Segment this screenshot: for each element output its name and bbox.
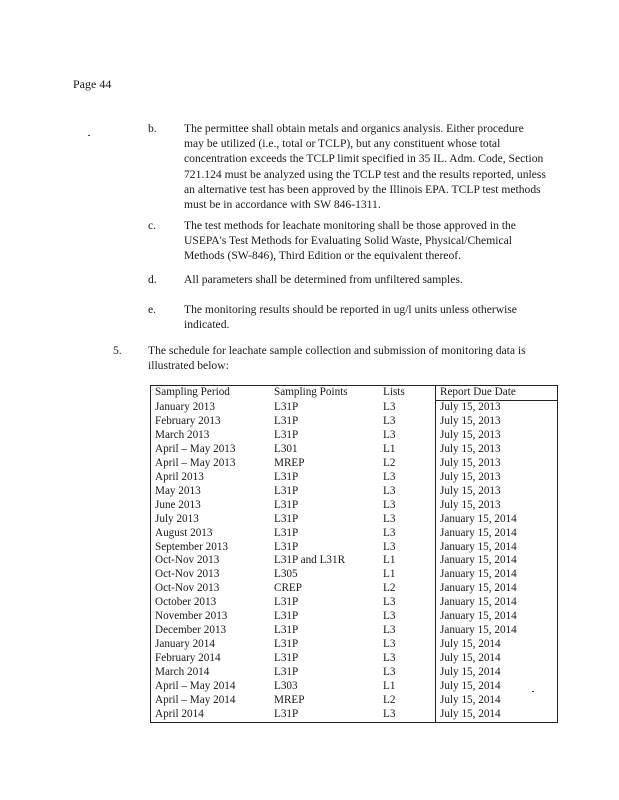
cell-report-due-date: July 15, 2013 (436, 485, 558, 499)
table-row (151, 624, 558, 638)
cell-sampling-period: October 2013 (151, 596, 275, 610)
cell-sampling-period: Oct-Nov 2013 (151, 568, 275, 582)
cell-report-due-date: July 15, 2014 (436, 680, 558, 694)
cell-list: L3 (383, 638, 396, 651)
cell-sampling-period: April – May 2014 (151, 680, 275, 694)
cell-list: L3 (383, 596, 396, 609)
cell-report-due-date: July 15, 2013 (436, 443, 558, 457)
cell-list: L1 (383, 680, 396, 693)
cell-sampling-points: L31P (274, 624, 299, 637)
table-row (151, 652, 558, 666)
cell-sampling-points: L31P (274, 414, 299, 427)
cell-list: L3 (383, 498, 396, 511)
cell-sampling-points: L303 (274, 680, 298, 693)
cell-sampling-period: January 2013 (151, 401, 275, 415)
cell-sampling-points: L31P (274, 540, 299, 553)
table-row (151, 499, 558, 513)
schedule-table (150, 385, 558, 723)
cell-list: L2 (383, 694, 396, 707)
cell-report-due-date: January 15, 2014 (436, 513, 558, 527)
cell-list: L3 (383, 540, 396, 553)
table-row (151, 666, 558, 680)
item-5-text: The schedule for leachate sample collection and submission of monitoring data is illustrated below: (148, 344, 526, 373)
item-c-letter: c. (148, 219, 157, 232)
cell-sampling-period: February 2014 (151, 652, 275, 666)
cell-list: L1 (383, 554, 396, 567)
cell-list: L3 (383, 470, 396, 483)
header-lists: Lists (383, 386, 436, 401)
cell-sampling-points: L31P (274, 708, 383, 722)
table-row (151, 457, 558, 471)
item-5-number: 5. (113, 344, 122, 357)
cell-sampling-points: L31P (274, 428, 299, 441)
cell-report-due-date: July 15, 2013 (436, 415, 558, 429)
cell-sampling-period: August 2013 (151, 527, 275, 541)
cell-sampling-points: L301 (274, 442, 298, 455)
cell-sampling-period: January 2014 (151, 638, 275, 652)
cell-sampling-points: L31P (274, 498, 299, 511)
cell-report-due-date: July 15, 2014 (436, 708, 558, 722)
cell-sampling-period: April – May 2013 (151, 443, 275, 457)
cell-report-due-date: January 15, 2014 (436, 596, 558, 610)
cell-report-due-date: January 15, 2014 (436, 527, 558, 541)
cell-report-due-date: July 15, 2014 (436, 652, 558, 666)
cell-sampling-points: L31P and L31R (274, 554, 346, 567)
cell-sampling-period: April 2014 (151, 708, 275, 722)
cell-report-due-date: July 15, 2014 (436, 666, 558, 680)
cell-list: L3 (383, 666, 396, 679)
cell-sampling-period: April 2013 (151, 471, 275, 485)
cell-report-due-date: July 15, 2013 (436, 457, 558, 471)
cell-report-due-date: July 15, 2013 (436, 471, 558, 485)
cell-sampling-period: June 2013 (151, 499, 275, 513)
item-e-text: The monitoring results should be reported in ug/l units unless otherwise indicated. (184, 303, 517, 332)
table-row (151, 527, 558, 541)
cell-list: L3 (383, 484, 396, 497)
cell-report-due-date: July 15, 2013 (436, 499, 558, 513)
cell-report-due-date: January 15, 2014 (436, 582, 558, 596)
table-row (151, 568, 558, 582)
table-row (151, 554, 558, 568)
cell-sampling-points: L31P (274, 666, 299, 679)
header-sampling-points: Sampling Points (274, 386, 383, 401)
table-row (151, 401, 558, 415)
cell-report-due-date: July 15, 2013 (436, 401, 558, 415)
cell-report-due-date: January 15, 2014 (436, 554, 558, 568)
item-c-text: The test methods for leachate monitoring shall be those approved in the USEPA's Test Methods for Evaluating Solid Waste, Physical/Chemical Methods (SW-846), Third Edition or the equivalent thereof. (184, 219, 516, 263)
table-row (151, 443, 558, 457)
cell-sampling-points: L31P (274, 470, 299, 483)
cell-list: L2 (383, 456, 396, 469)
item-d-text: All parameters shall be determined from unfiltered samples. (184, 273, 463, 286)
cell-sampling-points: L31P (274, 596, 299, 609)
cell-list: L3 (383, 708, 436, 722)
cell-list: L3 (383, 414, 396, 427)
cell-report-due-date: January 15, 2014 (436, 568, 558, 582)
table-row (151, 610, 558, 624)
table-row (151, 485, 558, 499)
cell-list: L3 (383, 526, 396, 539)
cell-sampling-points: L31P (274, 400, 299, 413)
cell-sampling-period: May 2013 (151, 485, 275, 499)
table-row (151, 582, 558, 596)
cell-report-due-date: January 15, 2014 (436, 610, 558, 624)
cell-sampling-points: CREP (274, 582, 302, 595)
cell-list: L1 (383, 442, 396, 455)
table-row (151, 429, 558, 443)
cell-sampling-points: MREP (274, 456, 305, 469)
cell-sampling-period: March 2013 (151, 429, 275, 443)
cell-report-due-date: July 15, 2013 (436, 429, 558, 443)
table-row (151, 680, 558, 694)
table-row (151, 415, 558, 429)
header-report-due-date: Report Due Date (436, 386, 558, 401)
cell-sampling-period: July 2013 (151, 513, 275, 527)
cell-list: L3 (383, 610, 396, 623)
cell-sampling-period: February 2013 (151, 415, 275, 429)
page-number: Page 44 (73, 77, 112, 91)
cell-sampling-points: L305 (274, 568, 298, 581)
cell-sampling-points: L31P (274, 512, 299, 525)
table-row (151, 513, 558, 527)
cell-sampling-period: November 2013 (151, 610, 275, 624)
cell-report-due-date: July 15, 2014 (436, 638, 558, 652)
item-e-letter: e. (148, 303, 157, 316)
table-row (151, 596, 558, 610)
cell-list: L2 (383, 582, 396, 595)
cell-list: L3 (383, 512, 396, 525)
cell-list: L3 (383, 428, 396, 441)
cell-sampling-points: L31P (274, 652, 299, 665)
table-row (151, 638, 558, 652)
table-row (151, 708, 558, 722)
cell-sampling-period: April – May 2013 (151, 457, 275, 471)
table-row (151, 694, 558, 708)
cell-sampling-points: L31P (274, 484, 299, 497)
schedule-header-row (151, 386, 558, 401)
cell-sampling-period: December 2013 (151, 624, 275, 638)
cell-list: L1 (383, 568, 396, 581)
cell-sampling-points: L31P (274, 638, 299, 651)
cell-report-due-date: January 15, 2014 (436, 541, 558, 555)
table-row (151, 471, 558, 485)
scan-speck (88, 135, 90, 136)
cell-sampling-points: L31P (274, 526, 299, 539)
cell-report-due-date: January 15, 2014 (436, 624, 558, 638)
cell-sampling-period: Oct-Nov 2013 (151, 554, 275, 568)
cell-report-due-date: July 15, 2014 (436, 694, 558, 708)
cell-sampling-points: L31P (274, 610, 299, 623)
item-d-letter: d. (148, 273, 157, 286)
cell-list: L3 (383, 400, 396, 413)
cell-sampling-period: Oct-Nov 2013 (151, 582, 275, 596)
cell-sampling-period: April – May 2014 (151, 694, 275, 708)
cell-sampling-period: September 2013 (151, 541, 275, 555)
table-row (151, 541, 558, 555)
item-b-letter: b. (148, 122, 157, 135)
cell-sampling-points: MREP (274, 694, 305, 707)
item-b-text: The permittee shall obtain metals and organics analysis. Either procedure may be utilized (i.e., total or TCLP), but any constituent whose total concentration exceeds the TCLP limit specified in 35 IL. Adm. Code, Section 721.124 must be analyzed using the TCLP test and the results reported, unless an alternative test has been approved by the Illinois EPA. TCLP test methods must be in accordance with SW 846-1311. (184, 122, 546, 212)
schedule-body (151, 401, 558, 723)
cell-list: L3 (383, 624, 396, 637)
cell-sampling-period: March 2014 (151, 666, 275, 680)
header-sampling-period: Sampling Period (151, 386, 275, 401)
cell-list: L3 (383, 652, 396, 665)
